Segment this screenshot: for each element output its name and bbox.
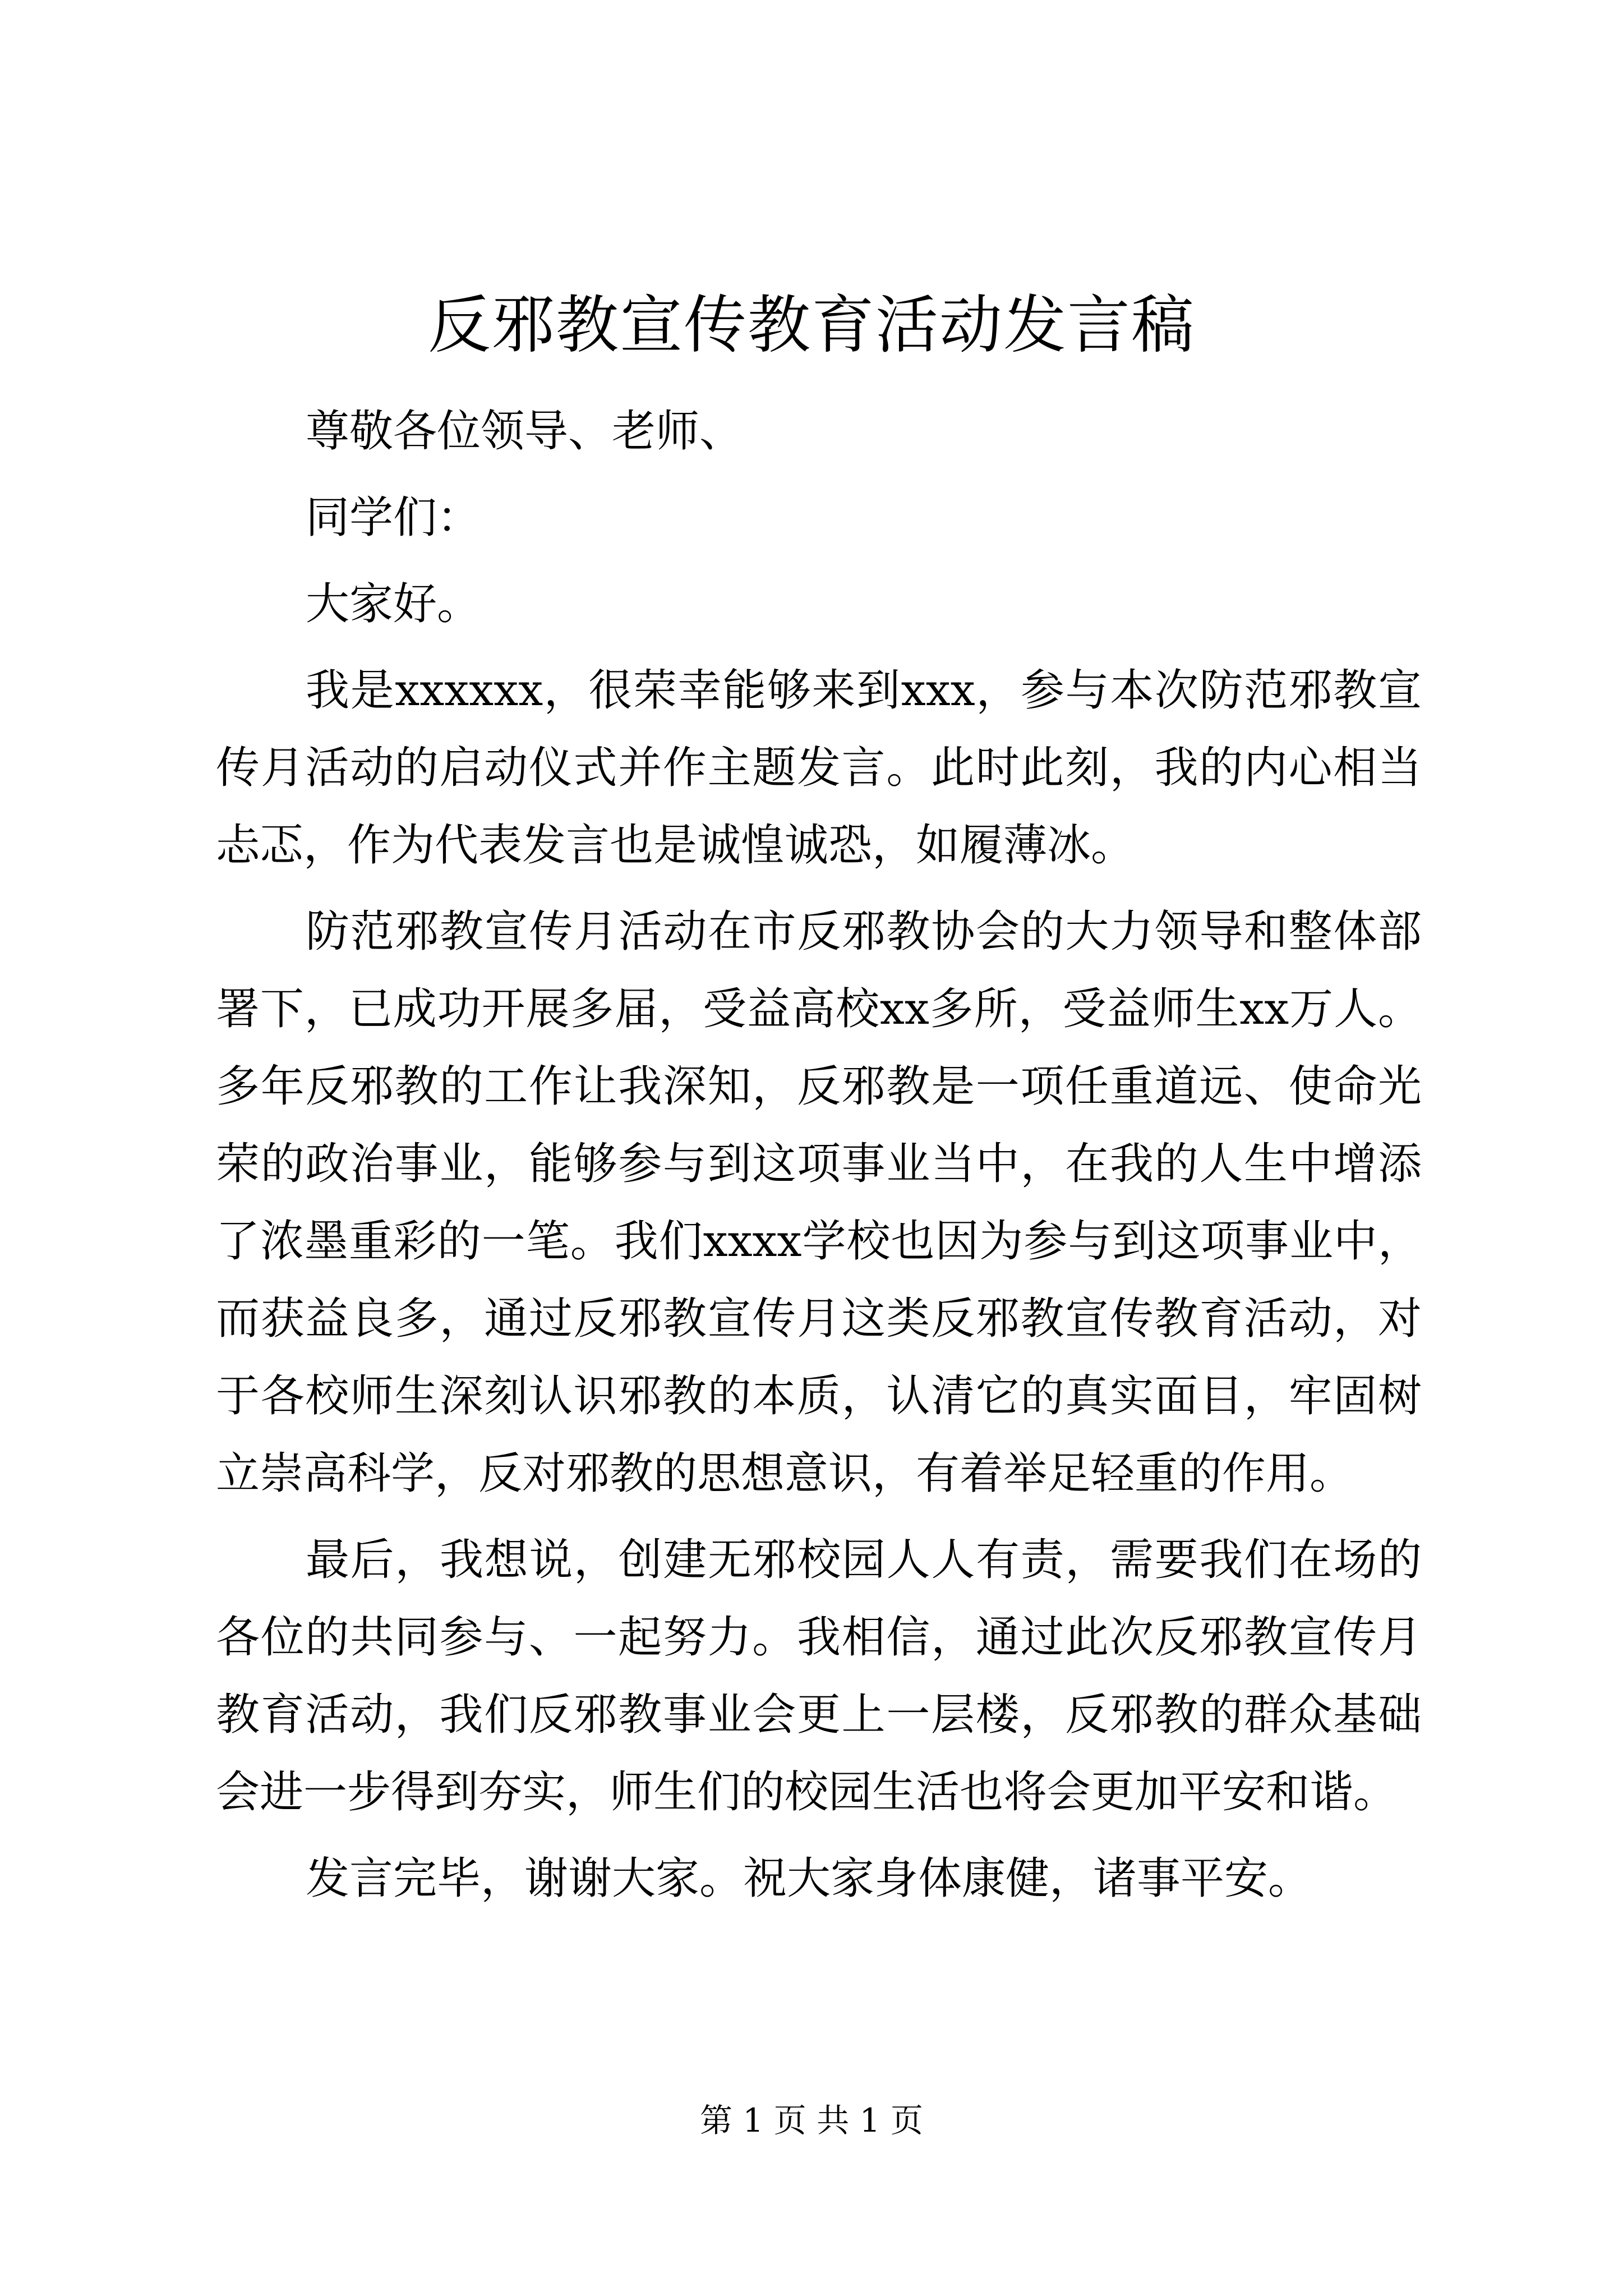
greeting-line: 大家好。 — [306, 579, 481, 629]
paragraph-thanks: 发言完毕，谢谢大家。祝大家身体康健，诸事平安。 — [306, 1853, 1312, 1904]
page-footer: 第 1 页 共 1 页 — [700, 2101, 923, 2139]
paragraph-intro: 我是xxxxxx，很荣幸能够来到xxx，参与本次防范邪教宣传月活动的启动仪式并作主题发言。此时此刻，我的内心相当忐忑，作为代表发言也是诚惶诚恐，如履薄冰。 — [216, 665, 1422, 871]
greeting-line: 同学们： — [306, 493, 481, 543]
document-title: 反邪教宣传教育活动发言稿 — [428, 289, 1195, 362]
paragraph-activity: 防范邪教宣传月活动在市反邪教协会的大力领导和整体部署下，已成功开展多届，受益高校xx多所，受益师生xx万人。多年反邪教的工作让我深知，反邪教是一项任重道远、使命光荣的政治事业，能够参与到这项事业当中，在我的人生中增添了浓墨重彩的一笔。我们xxxx学校也因为参与到这项事业中，而获益良多，通过反邪教宣传月这类反邪教宣传教育活动，对于各校师生深刻认识邪教的本质，认清它的真实面目，牢固树立崇高科学，反对邪教的思想意识，有着举足轻重的作用。 — [216, 907, 1422, 1499]
greeting-line: 尊敬各位领导、老师、 — [306, 406, 744, 457]
paragraph-closing-thoughts: 最后，我想说，创建无邪校园人人有责，需要我们在场的各位的共同参与、一起努力。我相信，通过此次反邪教宣传月教育活动，我们反邪教事业会更上一层楼，反邪教的群众基础会进一步得到夯实，师生们的校园生活也将会更加平安和谐。 — [216, 1535, 1422, 1818]
document-body — [216, 393, 1422, 1926]
